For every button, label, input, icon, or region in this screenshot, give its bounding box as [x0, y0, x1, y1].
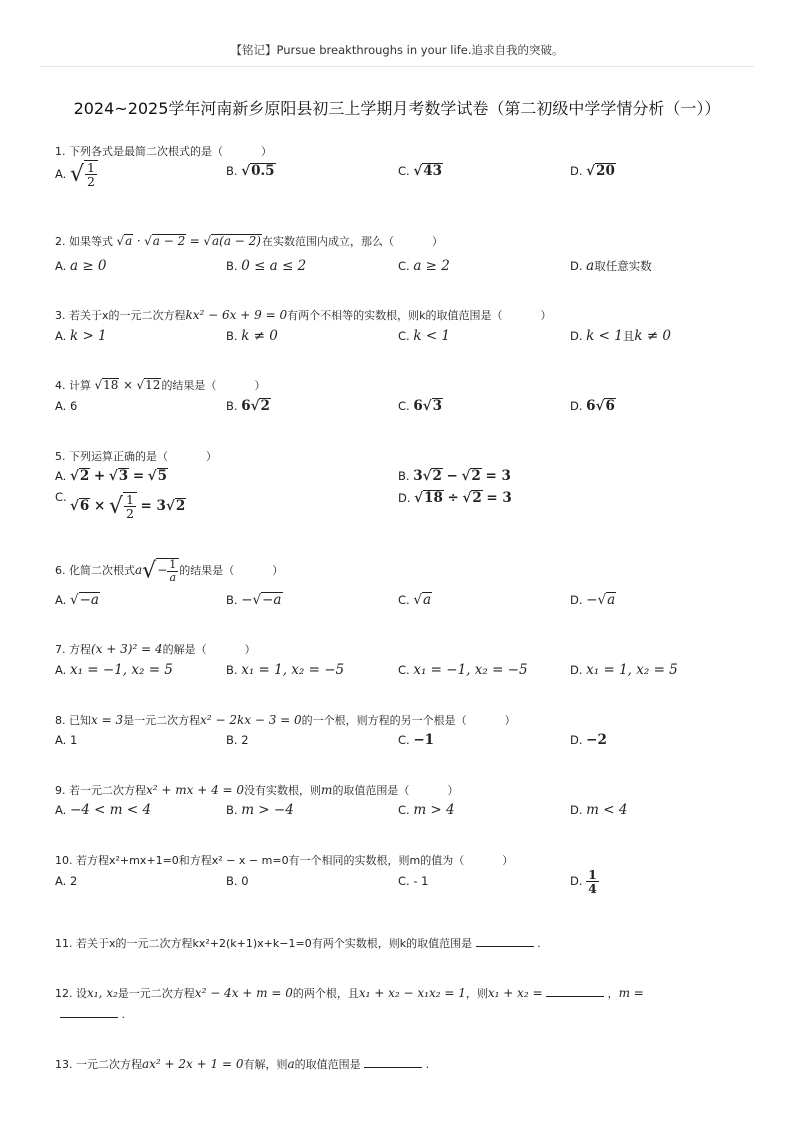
q5-option-c[interactable]: √6 × √ $\frac{1}{2}$ = 3√2 — [70, 492, 186, 522]
q5-option-a[interactable]: A. √2 + √3 = √5 — [55, 468, 168, 484]
q12-m-blank[interactable] — [60, 1007, 118, 1018]
q1-option-d[interactable]: D. √20 — [570, 163, 615, 179]
question-5-stem: 5. 下列运算正确的是（ ） — [55, 450, 217, 463]
q12-sum-blank[interactable] — [546, 986, 604, 997]
question-11-stem: 11. 若关于x的一元二次方程kx²+2(k+1)x+k−1=0有两个实数根，则k的取值范围是 . — [55, 937, 541, 950]
q9-option-b[interactable]: B. m > −4 — [226, 802, 294, 818]
q2-option-c[interactable]: C. a ≥ 2 — [398, 258, 450, 274]
page-title: 2024~2025学年河南新乡原阳县初三上学期月考数学试卷（第二初级中学学情分析（一）） — [73, 99, 721, 118]
q9-option-d[interactable]: D. m < 4 — [570, 802, 628, 818]
q8-option-c[interactable]: C. −1 — [398, 732, 435, 748]
header-divider — [40, 66, 754, 67]
question-9-stem: 9. 若一元二次方程x² + mx + 4 = 0没有实数根，则m的取值范围是（ ） — [55, 783, 459, 797]
question-1-stem: 1. 下列各式是最简二次根式的是（ ） — [55, 145, 272, 158]
q3-option-c[interactable]: C. k < 1 — [398, 328, 451, 344]
q1-option-a[interactable]: A. √ $\frac{1}{2}$ — [55, 160, 98, 188]
q9-option-a[interactable]: A. −4 < m < 4 — [55, 802, 152, 818]
q4-option-b[interactable]: B. 6√2 — [226, 398, 270, 414]
question-7-stem: 7. 方程(x + 3)² = 4的解是（ ） — [55, 642, 256, 656]
q4-option-d[interactable]: D. 6√6 — [570, 398, 615, 414]
question-4-stem: 4. 计算 √18 × √12的结果是（ ） — [55, 378, 266, 392]
q8-option-d[interactable]: D. −2 — [570, 732, 607, 748]
q9-option-c[interactable]: C. m > 4 — [398, 802, 455, 818]
q8-option-b[interactable]: B. 2 — [226, 733, 249, 747]
q13-answer-blank[interactable] — [364, 1057, 422, 1068]
q10-option-c[interactable]: C. - 1 — [398, 874, 429, 888]
q5-option-c-letter[interactable]: C. — [55, 490, 67, 504]
q6-option-b[interactable]: B. −√−a — [226, 592, 282, 608]
q2-option-d[interactable]: D. a取任意实数 — [570, 258, 652, 274]
question-2-stem: 2. 如果等式 √a · √a − 2 = √a(a − 2)在实数范围内成立，那么（ ） — [55, 234, 443, 248]
q4-option-c[interactable]: C. 6√3 — [398, 398, 443, 414]
q1-option-b[interactable]: B. √0.5 — [226, 163, 275, 179]
q6-option-a[interactable]: A. √−a — [55, 592, 99, 608]
question-12-stem: 12. 设x₁, x₂是一元二次方程x² − 4x + m = 0的两个根，且x₁ + x₂ − x₁x₂ = 1，则x₁ + x₂ = ，m = — [55, 986, 644, 1000]
q4-option-a[interactable]: A. 6 — [55, 399, 78, 413]
q1-option-c[interactable]: C. √43 — [398, 163, 443, 179]
q3-option-b[interactable]: B. k ≠ 0 — [226, 328, 278, 344]
q5-option-d[interactable]: D. √18 ÷ √2 = 3 — [398, 490, 512, 506]
q7-option-b[interactable]: B. x₁ = 1, x₂ = −5 — [226, 662, 345, 678]
q11-answer-blank[interactable] — [476, 936, 534, 947]
question-12-continuation: . — [60, 1007, 125, 1021]
q10-option-a[interactable]: A. 2 — [55, 874, 78, 888]
q3-option-a[interactable]: A. k > 1 — [55, 328, 107, 344]
q3-option-d[interactable]: D. k < 1且k ≠ 0 — [570, 328, 672, 344]
q2-option-a[interactable]: A. a ≥ 0 — [55, 258, 107, 274]
question-8-stem: 8. 已知x = 3是一元二次方程x² − 2kx − 3 = 0的一个根，则方程的另一个根是（ ） — [55, 713, 516, 727]
q10-option-d[interactable]: D. $\frac{1}{4}$ — [570, 867, 597, 897]
q6-option-d[interactable]: D. −√a — [570, 592, 616, 608]
q10-option-b[interactable]: B. 0 — [226, 874, 249, 888]
q7-option-a[interactable]: A. x₁ = −1, x₂ = 5 — [55, 662, 173, 678]
q8-option-a[interactable]: A. 1 — [55, 733, 78, 747]
q7-option-c[interactable]: C. x₁ = −1, x₂ = −5 — [398, 662, 528, 678]
header-motto: 【铭记】Pursue breakthroughs in your life.追求自我的突破。 — [230, 43, 564, 57]
q7-option-d[interactable]: D. x₁ = 1, x₂ = 5 — [570, 662, 678, 678]
q5-option-b[interactable]: B. 3√2 − √2 = 3 — [398, 468, 511, 484]
q2-option-b[interactable]: B. 0 ≤ a ≤ 2 — [226, 258, 307, 274]
question-13-stem: 13. 一元二次方程ax² + 2x + 1 = 0有解，则a的取值范围是 . — [55, 1057, 430, 1071]
question-10-stem: 10. 若方程x²+mx+1=0和方程x² − x − m=0有一个相同的实数根，则m的值为（ ） — [55, 854, 514, 867]
question-3-stem: 3. 若关于x的一元二次方程kx² − 6x + 9 = 0有两个不相等的实数根，则k的取值范围是（ ） — [55, 308, 552, 322]
question-6-stem: 6. 化简二次根式a√− $\frac{1}{a}$ 的结果是（ ） — [55, 558, 284, 584]
q6-option-c[interactable]: C. √a — [398, 592, 432, 608]
